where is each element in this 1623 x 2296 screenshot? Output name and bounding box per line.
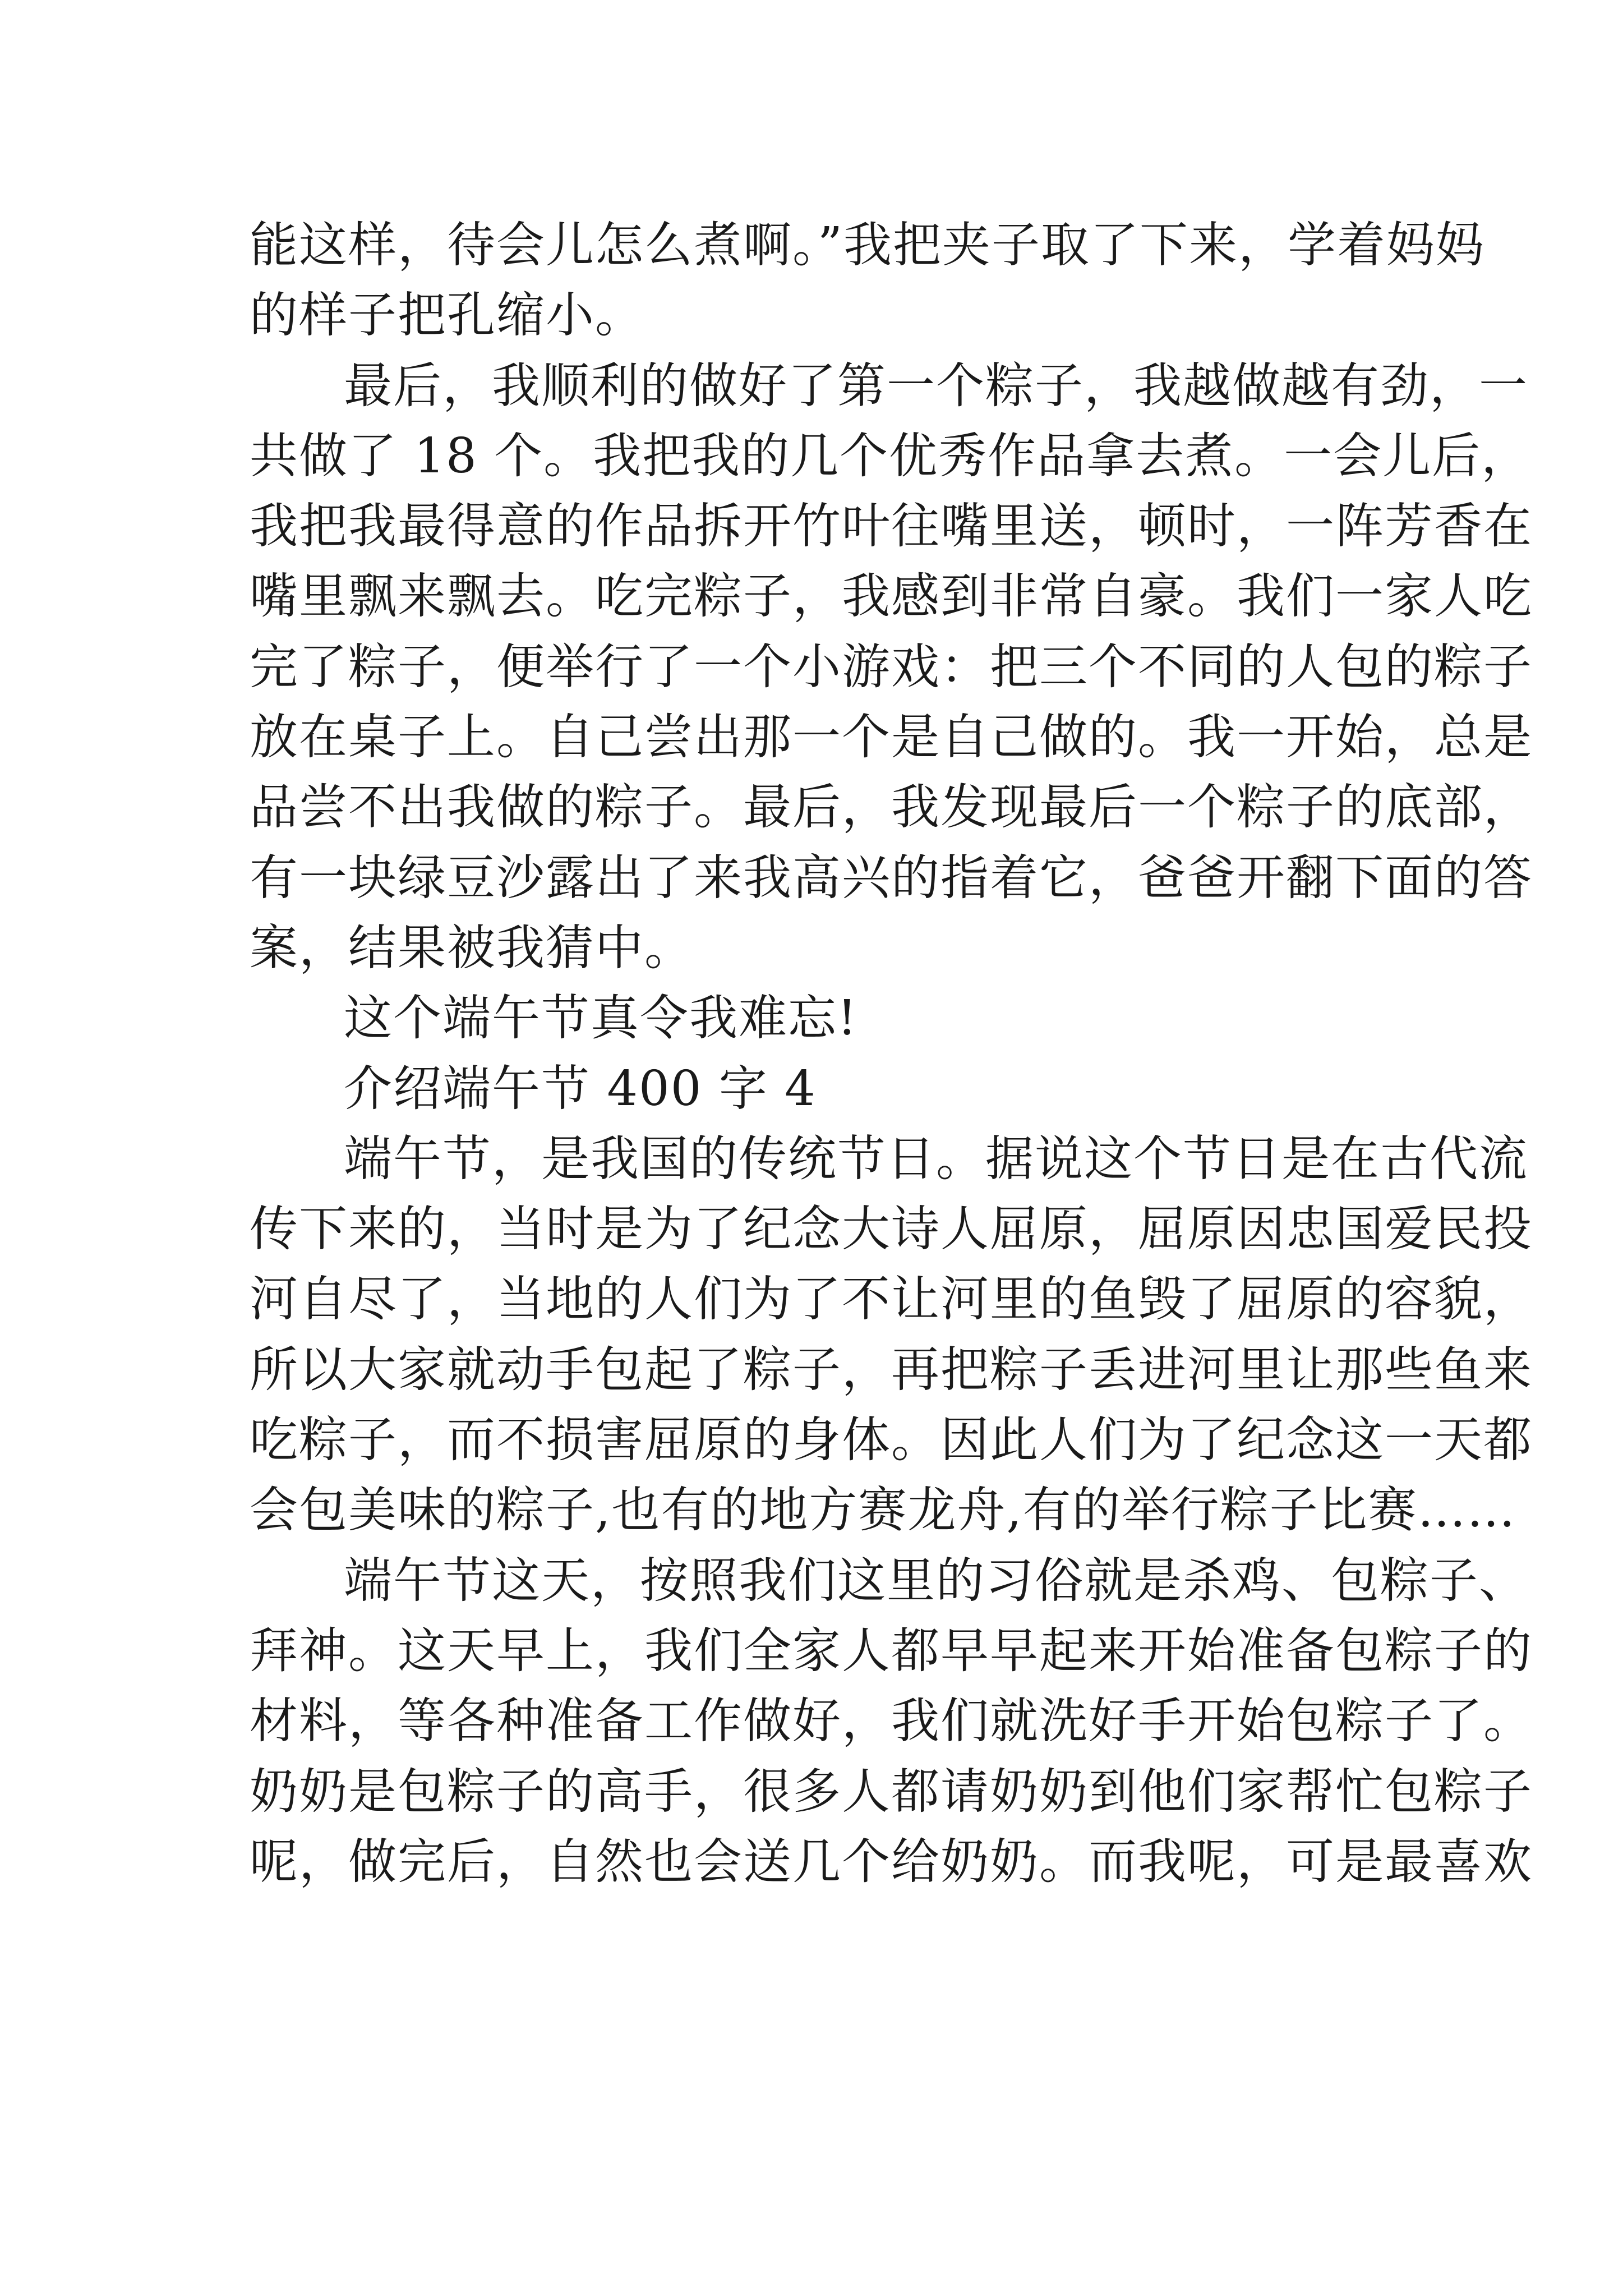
paragraph-start-line: 这个端午节真令我难忘! (344, 990, 858, 1047)
text-line: 呢，做完后，自然也会送几个给奶奶。而我呢，可是最喜欢 (250, 1833, 1533, 1890)
text-line: 奶奶是包粽子的高手，很多人都请奶奶到他们家帮忙包粽子 (250, 1763, 1533, 1820)
text-line: 所以大家就动手包起了粽子，再把粽子丢进河里让那些鱼来 (250, 1341, 1533, 1398)
text-line: 有一块绿豆沙露出了来我高兴的指着它，爸爸开翻下面的答 (250, 849, 1533, 906)
text-line: 共做了 18 个。我把我的几个优秀作品拿去煮。一会儿后， (250, 427, 1531, 484)
text-line: 案，结果被我猜中。 (250, 919, 694, 976)
text-line: 完了粽子，便举行了一个小游戏：把三个不同的人包的粽子 (250, 638, 1533, 695)
text-line: 传下来的，当时是为了纪念大诗人屈原，屈原因忠国爱民投 (250, 1201, 1533, 1258)
text-line: 拜神。这天早上，我们全家人都早早起来开始准备包粽子的 (250, 1622, 1533, 1679)
paragraph-start-line: 端午节，是我国的传统节日。据说这个节日是在古代流 (344, 1130, 1528, 1187)
text-line: 放在桌子上。自己尝出那一个是自己做的。我一开始，总是 (250, 709, 1533, 766)
text-line: 品尝不出我做的粽子。最后，我发现最后一个粽子的底部， (250, 779, 1533, 836)
text-line: 能这样，待会儿怎么煮啊。”我把夹子取了下来，学着妈妈 (250, 217, 1485, 273)
text-line: 的样子把孔缩小。 (250, 287, 644, 344)
text-line: 吃粽子，而不损害屈原的身体。因此人们为了纪念这一天都 (250, 1412, 1533, 1469)
text-line: 会包美味的粽子,也有的地方赛龙舟,有的举行粽子比赛…… (250, 1482, 1516, 1539)
paragraph-start-line: 端午节这天，按照我们这里的习俗就是杀鸡、包粽子、 (344, 1552, 1528, 1609)
document-body (250, 210, 1533, 1897)
paragraph-start-line: 最后，我顺利的做好了第一个粽子，我越做越有劲，一 (344, 357, 1528, 414)
text-line: 河自尽了，当地的人们为了不让河里的鱼毁了屈原的容貌， (250, 1271, 1533, 1328)
section-heading: 介绍端午节 400 字 4 (344, 1060, 817, 1117)
text-line: 我把我最得意的作品拆开竹叶往嘴里送，顿时，一阵芳香在 (250, 498, 1533, 555)
text-line: 材料，等各种准备工作做好，我们就洗好手开始包粽子了。 (250, 1693, 1533, 1750)
text-line: 嘴里飘来飘去。吃完粽子，我感到非常自豪。我们一家人吃 (250, 568, 1533, 625)
